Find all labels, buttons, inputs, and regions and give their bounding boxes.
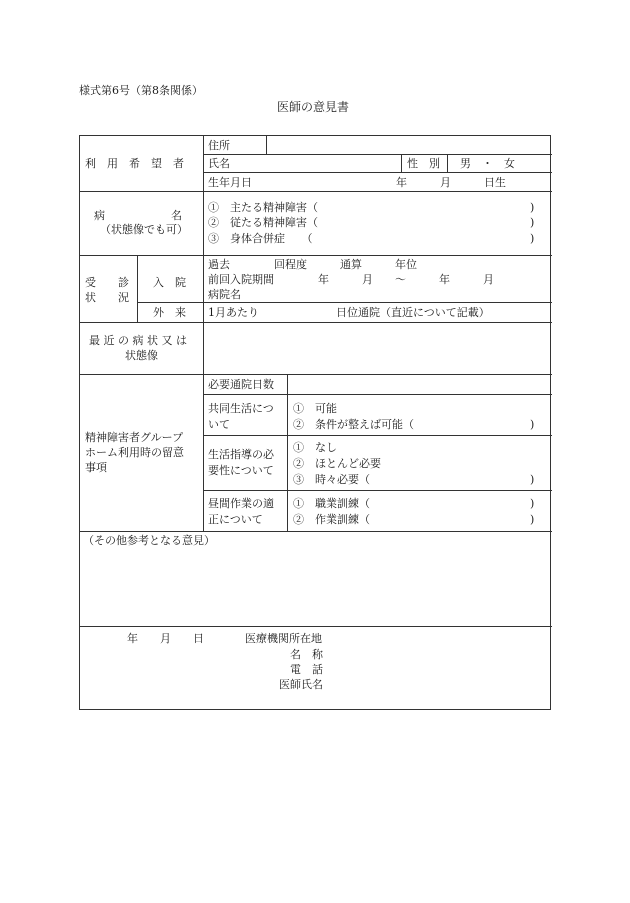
close-paren-4: ) (530, 418, 535, 431)
disease-secondary: ② 従たる精神障害（ (208, 216, 318, 229)
daytime-option-1: ① 職業訓練（ (293, 497, 370, 510)
consultation-label: 受 診 (85, 276, 129, 289)
cohabit-label: 共同生活につ (208, 402, 274, 415)
close-paren-7: ) (530, 513, 535, 526)
footer-name: 名 称 (290, 648, 323, 661)
other-remarks-label: （その他参考となる意見） (83, 534, 215, 547)
outpatient-text: 1月あたり 日位通院（直近について記載） (208, 306, 490, 319)
disease-primary: ① 主たる精神障害（ (208, 201, 318, 214)
daytime-option-2: ② 作業訓練（ (293, 513, 370, 526)
consultation-label-2: 状 況 (85, 291, 129, 304)
page-title: 医師の意見書 (277, 100, 350, 114)
group-home-label-3: 事項 (85, 461, 107, 474)
inpatient-history: 過去 回程度 通算 年位 (208, 258, 417, 271)
visit-days-label: 必要通院日数 (208, 378, 274, 391)
form-number: 様式第6号（第8条関係） (79, 84, 203, 97)
inpatient-hospital: 病院名 (208, 288, 241, 301)
guidance-option-3: ③ 時々必要（ (293, 473, 370, 486)
disease-label: 病 名 (94, 209, 182, 222)
recent-label-2: 状態像 (125, 349, 158, 362)
footer-doctor: 医師氏名 (279, 678, 323, 691)
recent-label: 最 近 の 病 状 又 は (89, 334, 187, 347)
inpatient-period: 前回入院期間 年 月 ～ 年 月 (208, 273, 494, 286)
guidance-label: 生活指導の必 (208, 448, 274, 461)
daytime-label-2: 正について (208, 513, 263, 526)
sex-label: 性 別 (407, 157, 440, 170)
cohabit-label-2: いて (208, 418, 230, 431)
guidance-option-2: ② ほとんど必要 (293, 457, 381, 470)
close-paren-3: ) (530, 232, 535, 245)
cohabit-option-1: ① 可能 (293, 402, 337, 415)
close-paren-2: ) (530, 216, 535, 229)
footer-phone: 電 話 (290, 663, 323, 676)
dob-label: 生年月日 (208, 176, 252, 189)
footer-date: 年 月 日 (127, 632, 204, 645)
disease-label-note: （状態像でも可） (100, 223, 188, 236)
address-label: 住所 (208, 139, 230, 152)
cohabit-option-2: ② 条件が整えば可能（ (293, 418, 414, 431)
close-paren-6: ) (530, 497, 535, 510)
dob-units: 年 月 日生 (396, 176, 506, 189)
outpatient-label: 外 来 (153, 306, 186, 319)
footer-location: 医療機関所在地 (245, 632, 322, 645)
close-paren-5: ) (530, 473, 535, 486)
applicant-label: 利 用 希 望 者 (85, 157, 184, 170)
disease-physical: ③ 身体合併症 （ (208, 232, 313, 245)
daytime-label: 昼間作業の適 (208, 497, 274, 510)
sex-options: 男 ・ 女 (460, 157, 515, 170)
name-label: 氏名 (208, 157, 230, 170)
guidance-option-1: ① なし (293, 441, 337, 454)
group-home-label-2: ホーム利用時の留意 (85, 446, 184, 459)
group-home-label: 精神障害者グループ (85, 431, 184, 444)
close-paren-1: ) (530, 201, 535, 214)
opinion-form (79, 135, 551, 710)
guidance-label-2: 要性について (208, 464, 274, 477)
inpatient-label: 入 院 (153, 276, 186, 289)
